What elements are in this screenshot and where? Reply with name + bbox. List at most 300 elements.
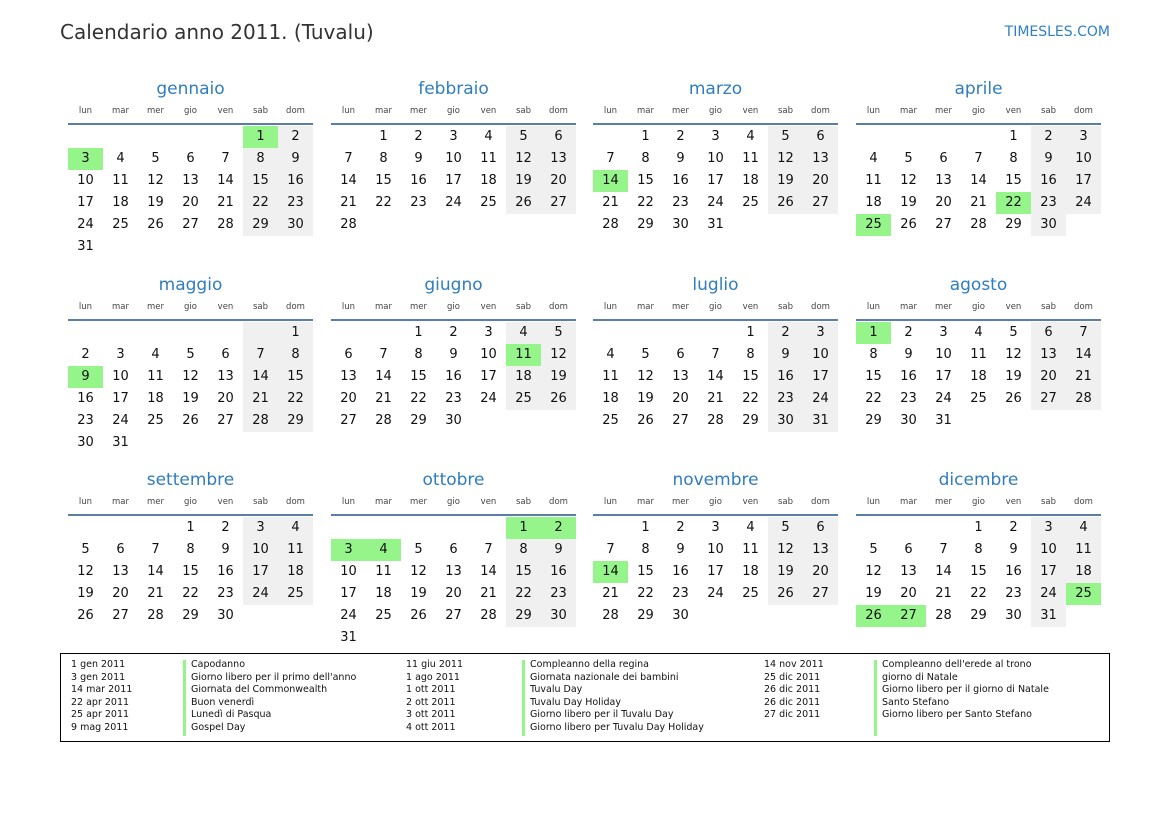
day-cell: 2	[414, 129, 423, 144]
day-cell: 2	[221, 520, 230, 535]
day-grid	[331, 322, 576, 432]
day-cell: 13	[803, 539, 838, 561]
day-cell: 16	[410, 173, 427, 188]
day-cell: 5	[768, 126, 803, 148]
month-divider	[68, 319, 313, 321]
day-cell: 4	[151, 347, 160, 362]
day-cell: 12	[541, 344, 576, 366]
weekday-label: mer	[146, 106, 164, 116]
day-grid	[68, 322, 313, 454]
day-cell: 17	[803, 366, 838, 388]
day-cell: 22	[375, 195, 392, 210]
day-cell: 14	[217, 173, 234, 188]
day-cell: 14	[243, 366, 278, 388]
holiday-date: 26 dic 2011	[764, 696, 821, 708]
weekday-header	[68, 104, 313, 118]
holiday-name: Giorno libero per Tuvalu Day Holiday	[530, 721, 704, 733]
day-cell: 6	[1031, 322, 1066, 344]
day-cell: 26	[768, 192, 803, 214]
month-ottobre	[331, 459, 576, 649]
holiday-name: Gospel Day	[191, 721, 246, 733]
day-cell: 6	[116, 542, 125, 557]
day-cell: 7	[151, 542, 160, 557]
day-cell: 19	[541, 366, 576, 388]
day-cell: 8	[243, 148, 278, 170]
day-cell: 3	[711, 129, 720, 144]
weekday-label: mar	[637, 497, 654, 507]
month-dicembre	[856, 459, 1101, 627]
weekday-label: lun	[78, 497, 93, 507]
holiday-name: Giorno libero per il giorno di Natale	[882, 684, 1049, 696]
day-cell: 3	[1066, 126, 1101, 148]
day-cell: 30	[1005, 608, 1022, 623]
day-cell: 13	[217, 369, 234, 384]
day-cell: 5	[506, 126, 541, 148]
weekday-label: sab	[515, 302, 532, 312]
day-cell: 27	[803, 583, 838, 605]
day-cell: 22	[970, 586, 987, 601]
day-cell: 21	[375, 391, 392, 406]
day-cell: 16	[672, 564, 689, 579]
day-cell: 8	[746, 347, 755, 362]
day-cell: 3	[484, 325, 493, 340]
weekday-header	[68, 300, 313, 314]
day-cell: 21	[217, 195, 234, 210]
day-cell: 29	[742, 413, 759, 428]
day-cell: 25	[742, 586, 759, 601]
day-cell: 12	[147, 173, 164, 188]
day-cell: 16	[77, 391, 94, 406]
holiday-name: Giornata nazionale dei bambini	[530, 671, 679, 683]
holiday-day-cell: 9	[68, 366, 103, 388]
weekday-label: sab	[777, 497, 794, 507]
holiday-day-cell: 1	[856, 322, 891, 344]
weekday-label: mar	[375, 302, 392, 312]
weekday-header	[593, 104, 838, 118]
empty-cell	[891, 126, 926, 148]
holiday-names-col3	[882, 659, 1049, 722]
day-cell: 6	[676, 347, 685, 362]
holiday-date: 26 dic 2011	[764, 684, 821, 696]
day-cell: 25	[278, 583, 313, 605]
holiday-name: Capodanno	[191, 659, 246, 670]
day-cell: 22	[182, 586, 199, 601]
day-cell: 10	[1031, 539, 1066, 561]
holiday-day-cell: 26	[856, 605, 891, 627]
day-cell: 27	[340, 413, 357, 428]
empty-cell	[68, 517, 103, 539]
page-title: Calendario anno 2011. (Tuvalu)	[60, 20, 374, 44]
empty-cell	[173, 126, 208, 148]
month-aprile	[856, 68, 1101, 236]
weekday-label: gio	[972, 302, 985, 312]
day-cell: 11	[865, 173, 882, 188]
day-cell: 15	[410, 369, 427, 384]
empty-cell	[961, 126, 996, 148]
day-cell: 14	[340, 173, 357, 188]
day-cell: 24	[1066, 192, 1101, 214]
day-cell: 21	[147, 586, 164, 601]
weekday-label: mer	[409, 497, 427, 507]
day-cell: 24	[707, 195, 724, 210]
day-cell: 26	[637, 413, 654, 428]
empty-cell	[593, 517, 628, 539]
day-cell: 12	[506, 148, 541, 170]
brand-link[interactable]: TIMESLES.COM	[1004, 24, 1110, 40]
day-cell: 31	[1031, 605, 1066, 627]
day-cell: 23	[1031, 192, 1066, 214]
weekday-label: ven	[480, 106, 497, 116]
day-cell: 7	[379, 347, 388, 362]
day-cell: 5	[641, 347, 650, 362]
weekday-label: gio	[972, 497, 985, 507]
day-cell: 18	[375, 586, 392, 601]
holiday-day-cell: 2	[541, 517, 576, 539]
day-cell: 21	[243, 388, 278, 410]
day-cell: 1	[641, 129, 650, 144]
day-cell: 18	[865, 195, 882, 210]
day-cell: 30	[541, 605, 576, 627]
day-cell: 12	[768, 148, 803, 170]
day-cell: 15	[278, 366, 313, 388]
day-cell: 24	[112, 413, 129, 428]
holiday-name: Santo Stefano	[882, 696, 950, 708]
weekday-label: mer	[671, 497, 689, 507]
weekday-label: dom	[286, 497, 305, 507]
weekday-label: sab	[777, 106, 794, 116]
month-name: ottobre	[422, 470, 485, 490]
day-cell: 20	[935, 195, 952, 210]
day-cell: 4	[974, 325, 983, 340]
empty-cell	[138, 517, 173, 539]
day-cell: 29	[410, 413, 427, 428]
empty-cell	[663, 322, 698, 344]
day-cell: 17	[243, 561, 278, 583]
holiday-date: 11 giu 2011	[406, 659, 463, 670]
empty-cell	[103, 322, 138, 344]
day-cell: 31	[112, 435, 129, 450]
day-cell: 16	[768, 366, 803, 388]
day-cell: 2	[904, 325, 913, 340]
day-cell: 3	[1031, 517, 1066, 539]
day-cell: 3	[116, 347, 125, 362]
day-cell: 7	[974, 151, 983, 166]
weekday-label: lun	[78, 106, 93, 116]
holiday-name: giorno di Natale	[882, 671, 958, 683]
weekday-label: sab	[515, 106, 532, 116]
day-cell: 11	[112, 173, 129, 188]
day-cell: 13	[182, 173, 199, 188]
day-cell: 27	[1031, 388, 1066, 410]
day-cell: 30	[217, 608, 234, 623]
month-name: gennaio	[156, 79, 225, 99]
weekday-label: lun	[341, 106, 356, 116]
day-cell: 17	[112, 391, 129, 406]
weekday-label: lun	[603, 106, 618, 116]
weekday-header	[856, 104, 1101, 118]
weekday-label: mer	[934, 497, 952, 507]
day-cell: 11	[970, 347, 987, 362]
holiday-date: 27 dic 2011	[764, 709, 821, 721]
day-cell: 28	[340, 217, 357, 232]
weekday-label: dom	[549, 497, 568, 507]
day-cell: 13	[900, 564, 917, 579]
day-cell: 7	[939, 542, 948, 557]
weekday-label: gio	[709, 106, 722, 116]
day-cell: 18	[742, 173, 759, 188]
weekday-label: dom	[811, 106, 830, 116]
empty-cell	[628, 322, 663, 344]
day-cell: 5	[81, 542, 90, 557]
weekday-label: lun	[341, 302, 356, 312]
weekday-label: ven	[742, 302, 759, 312]
holiday-date: 22 apr 2011	[71, 696, 130, 708]
day-cell: 15	[637, 564, 654, 579]
day-cell: 6	[344, 347, 353, 362]
weekday-label: mar	[900, 106, 917, 116]
holiday-date: 1 gen 2011	[71, 659, 126, 670]
day-cell: 1	[1009, 129, 1018, 144]
weekday-label: mar	[112, 106, 129, 116]
day-cell: 30	[672, 217, 689, 232]
holiday-day-cell: 4	[366, 539, 401, 561]
holiday-name: Giorno libero per Santo Stefano	[882, 709, 1032, 721]
day-cell: 25	[112, 217, 129, 232]
weekday-label: dom	[286, 106, 305, 116]
day-cell: 24	[243, 583, 278, 605]
day-cell: 17	[1031, 561, 1066, 583]
day-cell: 31	[340, 630, 357, 645]
empty-cell	[331, 517, 366, 539]
day-cell: 4	[116, 151, 125, 166]
day-cell: 20	[112, 586, 129, 601]
month-marzo	[593, 68, 838, 236]
day-cell: 6	[939, 151, 948, 166]
weekday-label: gio	[709, 302, 722, 312]
weekday-label: ven	[217, 106, 234, 116]
holiday-dates-col2	[406, 659, 463, 735]
day-cell: 25	[742, 195, 759, 210]
day-cell: 19	[768, 170, 803, 192]
day-cell: 23	[77, 413, 94, 428]
weekday-header	[331, 300, 576, 314]
day-cell: 28	[707, 413, 724, 428]
day-cell: 20	[900, 586, 917, 601]
day-cell: 13	[672, 369, 689, 384]
empty-cell	[243, 322, 278, 344]
day-cell: 16	[1031, 170, 1066, 192]
day-cell: 18	[742, 564, 759, 579]
day-cell: 29	[865, 413, 882, 428]
day-cell: 4	[1066, 517, 1101, 539]
weekday-label: dom	[1074, 106, 1093, 116]
month-divider	[331, 514, 576, 516]
day-cell: 26	[1005, 391, 1022, 406]
holiday-date: 14 mar 2011	[71, 684, 133, 696]
day-cell: 14	[480, 564, 497, 579]
day-cell: 24	[77, 217, 94, 232]
day-cell: 15	[637, 173, 654, 188]
day-cell: 9	[1031, 148, 1066, 170]
day-cell: 22	[410, 391, 427, 406]
day-cell: 15	[375, 173, 392, 188]
day-cell: 17	[935, 369, 952, 384]
day-cell: 15	[865, 369, 882, 384]
day-cell: 29	[506, 605, 541, 627]
day-cell: 23	[672, 195, 689, 210]
day-cell: 22	[506, 583, 541, 605]
day-cell: 8	[1009, 151, 1018, 166]
day-cell: 17	[707, 564, 724, 579]
day-cell: 8	[974, 542, 983, 557]
day-cell: 9	[676, 542, 685, 557]
day-cell: 18	[278, 561, 313, 583]
day-cell: 5	[904, 151, 913, 166]
day-cell: 22	[278, 388, 313, 410]
weekday-label: ven	[480, 497, 497, 507]
day-cell: 28	[147, 608, 164, 623]
day-cell: 21	[1066, 366, 1101, 388]
day-cell: 16	[445, 369, 462, 384]
day-cell: 8	[186, 542, 195, 557]
day-cell: 18	[1066, 561, 1101, 583]
day-cell: 28	[375, 413, 392, 428]
weekday-label: gio	[972, 106, 985, 116]
weekday-header	[331, 495, 576, 509]
day-cell: 28	[243, 410, 278, 432]
day-cell: 22	[742, 391, 759, 406]
month-name: marzo	[688, 79, 743, 99]
day-cell: 26	[506, 192, 541, 214]
weekday-label: mar	[112, 497, 129, 507]
day-cell: 3	[939, 325, 948, 340]
holiday-date: 25 dic 2011	[764, 671, 821, 683]
empty-cell	[173, 322, 208, 344]
day-cell: 23	[672, 586, 689, 601]
day-cell: 28	[970, 217, 987, 232]
day-cell: 10	[707, 151, 724, 166]
month-divider	[856, 514, 1101, 516]
day-cell: 4	[506, 322, 541, 344]
day-cell: 26	[541, 388, 576, 410]
day-cell: 28	[480, 608, 497, 623]
day-cell: 22	[865, 391, 882, 406]
empty-cell	[926, 517, 961, 539]
empty-cell	[68, 322, 103, 344]
weekday-label: mar	[637, 106, 654, 116]
day-cell: 29	[182, 608, 199, 623]
day-cell: 25	[147, 413, 164, 428]
day-cell: 31	[707, 217, 724, 232]
day-cell: 7	[243, 344, 278, 366]
day-cell: 9	[541, 539, 576, 561]
weekday-header	[856, 495, 1101, 509]
day-cell: 17	[340, 586, 357, 601]
weekday-label: mer	[934, 106, 952, 116]
weekday-label: mer	[934, 302, 952, 312]
empty-cell	[891, 517, 926, 539]
day-cell: 21	[602, 586, 619, 601]
day-cell: 11	[480, 151, 497, 166]
day-cell: 8	[379, 151, 388, 166]
empty-cell	[331, 126, 366, 148]
day-cell: 9	[278, 148, 313, 170]
day-cell: 6	[904, 542, 913, 557]
day-cell: 5	[414, 542, 423, 557]
day-cell: 26	[182, 413, 199, 428]
weekday-label: mar	[900, 302, 917, 312]
holiday-name: Buon venerdì	[191, 696, 255, 708]
day-cell: 13	[803, 148, 838, 170]
day-cell: 30	[445, 413, 462, 428]
weekday-label: gio	[447, 302, 460, 312]
month-agosto	[856, 264, 1101, 432]
weekday-label: ven	[217, 302, 234, 312]
day-cell: 14	[147, 564, 164, 579]
day-cell: 6	[186, 151, 195, 166]
day-cell: 27	[541, 192, 576, 214]
weekday-label: sab	[1040, 497, 1057, 507]
day-cell: 28	[217, 217, 234, 232]
day-cell: 29	[1005, 217, 1022, 232]
day-cell: 21	[480, 586, 497, 601]
holiday-date: 1 ott 2011	[406, 684, 456, 696]
day-cell: 8	[869, 347, 878, 362]
day-cell: 24	[445, 195, 462, 210]
day-cell: 2	[676, 520, 685, 535]
day-cell: 21	[707, 391, 724, 406]
holiday-day-cell: 27	[891, 605, 926, 627]
month-febbraio	[331, 68, 576, 236]
holiday-day-cell: 1	[243, 126, 278, 148]
day-cell: 27	[182, 217, 199, 232]
weekday-label: lun	[78, 302, 93, 312]
weekday-label: mer	[409, 302, 427, 312]
holiday-day-cell: 14	[593, 561, 628, 583]
day-grid	[856, 517, 1101, 627]
day-cell: 23	[410, 195, 427, 210]
day-cell: 20	[803, 170, 838, 192]
day-cell: 1	[974, 520, 983, 535]
empty-cell	[593, 126, 628, 148]
holiday-day-cell: 22	[996, 192, 1031, 214]
day-grid	[593, 517, 838, 627]
empty-cell	[366, 322, 401, 344]
day-cell: 16	[1005, 564, 1022, 579]
month-name: settembre	[146, 470, 235, 490]
day-cell: 26	[410, 608, 427, 623]
month-maggio	[68, 264, 313, 454]
holiday-day-cell: 25	[1066, 583, 1101, 605]
month-name: luglio	[692, 275, 739, 295]
month-name: febbraio	[418, 79, 489, 99]
day-cell: 27	[672, 413, 689, 428]
day-cell: 2	[278, 126, 313, 148]
day-cell: 6	[541, 126, 576, 148]
weekday-label: dom	[1074, 302, 1093, 312]
day-cell: 20	[182, 195, 199, 210]
day-cell: 14	[1066, 344, 1101, 366]
day-cell: 23	[278, 192, 313, 214]
weekday-label: dom	[811, 497, 830, 507]
weekday-label: mar	[637, 302, 654, 312]
day-cell: 12	[182, 369, 199, 384]
day-cell: 17	[707, 173, 724, 188]
day-cell: 15	[742, 369, 759, 384]
month-divider	[593, 514, 838, 516]
day-cell: 25	[506, 388, 541, 410]
month-luglio	[593, 264, 838, 432]
